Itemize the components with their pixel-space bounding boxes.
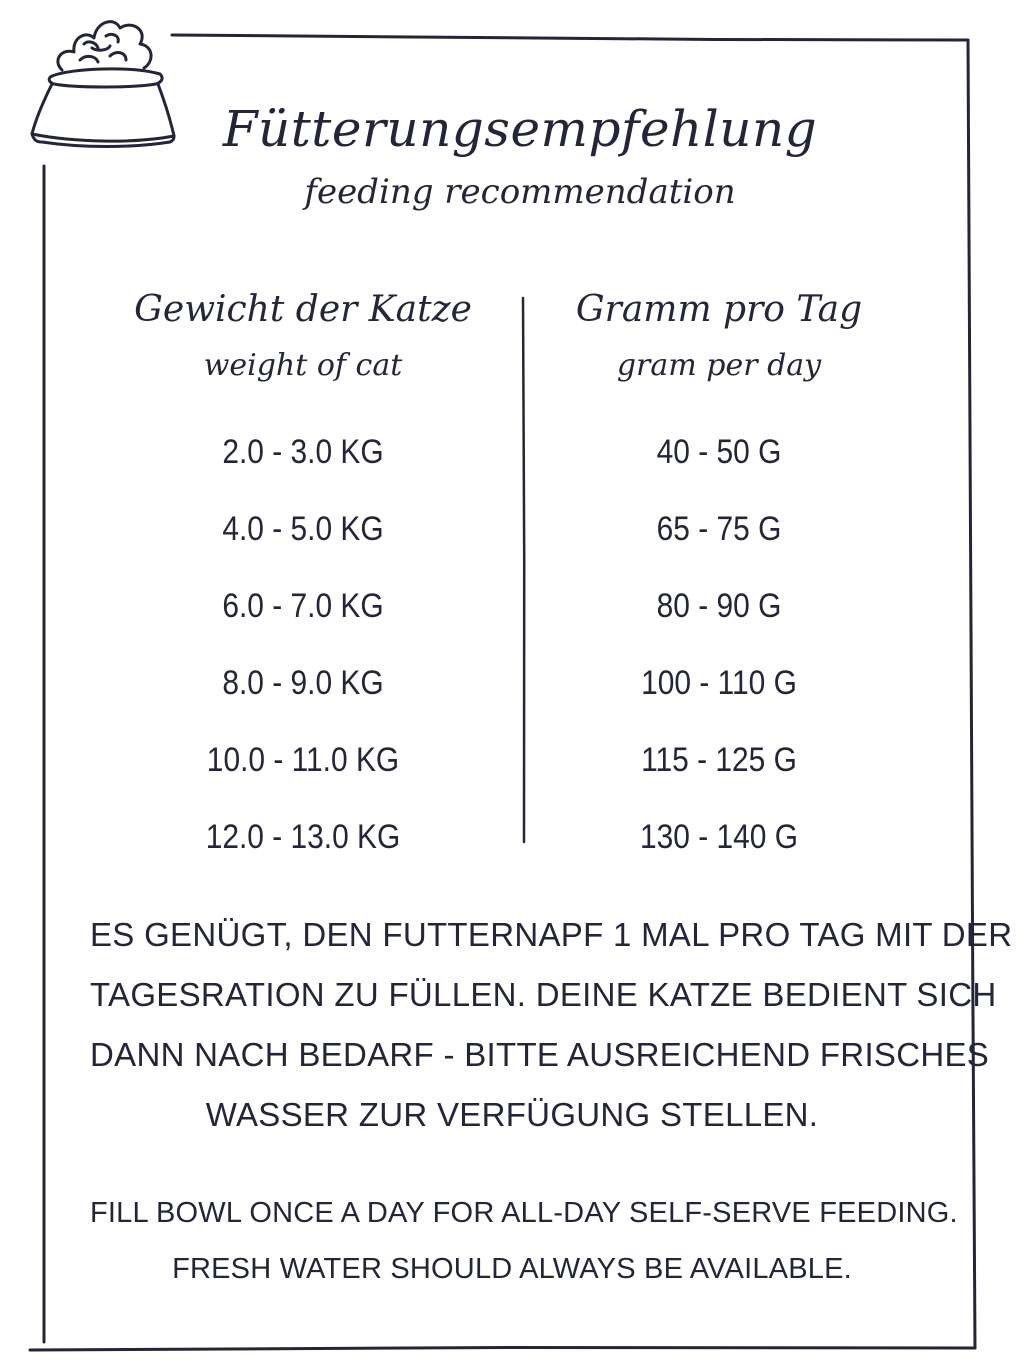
weight-cell: 8.0 - 9.0 KG	[222, 664, 384, 702]
grams-column-heading: Gramm pro Tag	[575, 289, 863, 330]
english-feeding-note	[90, 1185, 958, 1297]
grams-cell: 100 - 110 G	[641, 664, 797, 702]
grams-cell: 80 - 90 G	[656, 587, 782, 625]
german-note-line: WASSER ZUR VERFÜGUNG STELLEN.	[205, 1096, 819, 1133]
grams-cell: 65 - 75 G	[656, 510, 782, 548]
grams-column-subheading: gram per day	[616, 348, 822, 383]
grams-cell: 40 - 50 G	[656, 433, 782, 471]
food-bowl-icon	[22, 0, 182, 160]
page-title: Fütterungsempfehlung	[222, 100, 818, 158]
english-note-line: FRESH WATER SHOULD ALWAYS BE AVAILABLE.	[172, 1253, 852, 1285]
page-subtitle: feeding recommendation	[304, 172, 736, 212]
grams-column	[509, 282, 929, 876]
grams-cell: 115 - 125 G	[641, 741, 797, 779]
german-note-line: TAGESRATION ZU FÜLLEN. DEINE KATZE BEDIENT SICH	[90, 976, 997, 1013]
german-feeding-note	[90, 905, 1013, 1145]
weight-cell: 6.0 - 7.0 KG	[222, 587, 384, 625]
grams-cell: 130 - 140 G	[639, 818, 799, 856]
weight-cell: 10.0 - 11.0 KG	[206, 741, 400, 779]
english-note-line: FILL BOWL ONCE A DAY FOR ALL-DAY SELF-SERVE FEEDING.	[90, 1197, 958, 1229]
german-note-line: DANN NACH BEDARF - BITTE AUSREICHEND FRISCHES	[90, 1036, 990, 1073]
weight-cell: 12.0 - 13.0 KG	[205, 818, 401, 856]
weight-cell: 4.0 - 5.0 KG	[222, 510, 384, 548]
weight-cell: 2.0 - 3.0 KG	[222, 433, 384, 471]
german-note-line: ES GENÜGT, DEN FUTTERNAPF 1 MAL PRO TAG MIT DER	[90, 916, 1013, 953]
weight-column	[93, 282, 513, 876]
weight-column-subheading: weight of cat	[203, 348, 403, 383]
weight-column-heading: Gewicht der Katze	[134, 289, 472, 330]
